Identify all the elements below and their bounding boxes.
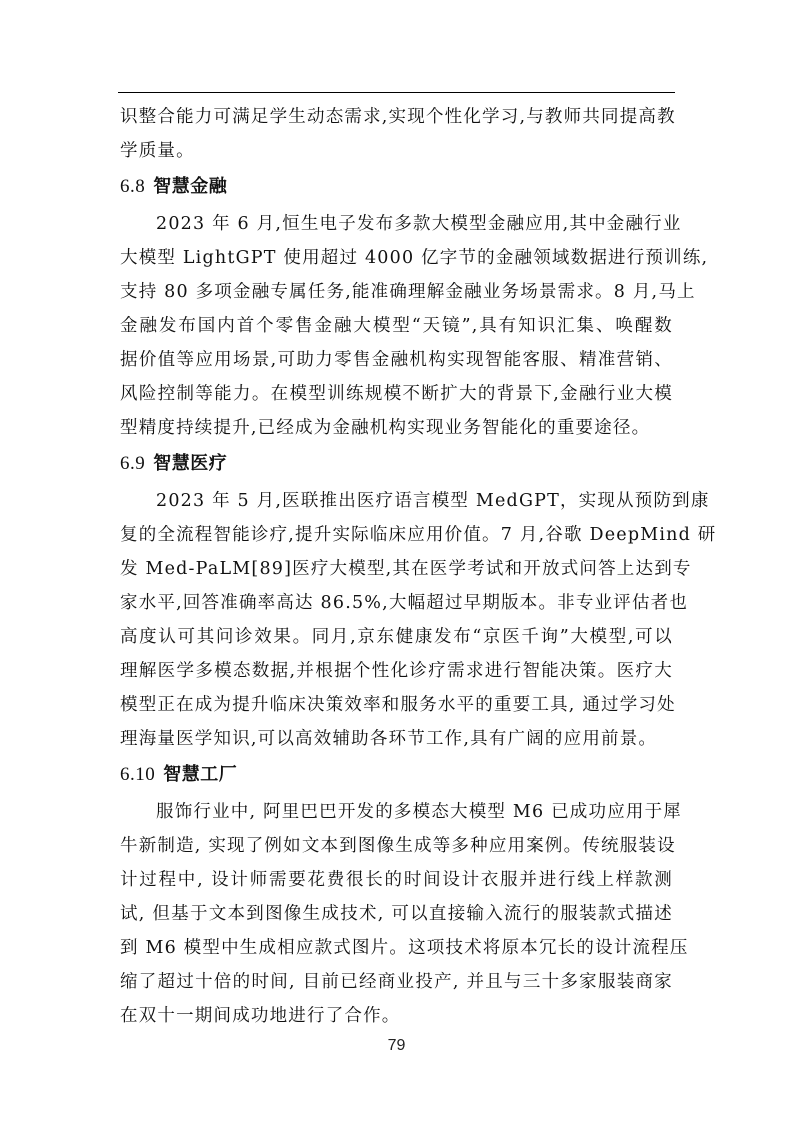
text-line: 缩了超过十倍的时间, 目前已经商业投产, 并且与三十多家服装商家 [120,972,673,992]
text-line: 支持 80 多项金融专属任务,能准确理解金融业务场景需求。8 月,马上 [120,282,696,302]
text-line: 高度认可其问诊效果。同月,京东健康发布“京医千询”大模型,可以 [120,627,673,647]
text-line: 牛新制造, 实现了例如文本到图像生成等多种应用案例。传统服装设 [120,836,676,856]
section-title: 智慧金融 [153,176,228,197]
text-line: 计过程中, 设计师需要花费很长的时间设计衣服并进行线上样款测 [120,870,673,890]
text-line: 理解医学多模态数据,并根据个性化诊疗需求进行智能决策。医疗大 [120,661,673,681]
text-line: 识整合能力可满足学生动态需求,实现个性化学习,与教师共同提高教 [120,107,676,127]
text-line: 金融发布国内首个零售金融大模型“天镜”,具有知识汇集、唤醒数 [120,316,673,336]
text-line: 家水平,回答准确率高达 86.5%,大幅超过早期版本。非专业评估者也 [120,593,689,613]
intro-paragraph [120,100,676,168]
section-number: 6.8 [120,176,146,197]
text-line: 复的全流程智能诊疗,提升实际临床应用价值。7 月,谷歌 DeepMind 研 [120,525,717,545]
text-line: 型精度持续提升,已经成为金融机构实现业务智能化的重要途径。 [120,418,651,438]
section-heading [120,446,673,484]
section-heading [120,169,673,207]
header-rule [118,92,675,93]
text-line: 2023 年 5 月,医联推出医疗语言模型 MedGPT，实现从预防到康 [156,491,710,511]
section-number: 6.10 [120,764,156,785]
text-line: 试, 但基于文本到图像生成技术, 可以直接输入流行的服装款式描述 [120,904,673,924]
section-title: 智慧工厂 [163,764,238,785]
text-line: 在双十一期间成功地进行了合作。 [120,1006,401,1026]
page-number: 79 [387,1037,406,1054]
page-body [120,100,717,1033]
text-line: 学质量。 [120,141,195,161]
text-line: 大模型 LightGPT 使用超过 4000 亿字节的金融领域数据进行预训练, [120,248,709,268]
section-number: 6.9 [120,453,146,474]
text-line: 理海量医学知识,可以高效辅助各环节工作,具有广阔的应用前景。 [120,729,658,749]
text-line: 到 M6 模型中生成相应款式图片。这项技术将原本冗长的设计流程压 [120,938,689,958]
section-smart-finance [120,169,709,445]
text-line: 据价值等应用场景,可助力零售金融机构实现智能客服、精准营销、 [120,350,673,370]
text-line: 发 Med-PaLM[89]医疗大模型,其在医学考试和开放式问答上达到专 [120,559,692,579]
section-smart-factory [120,757,689,1033]
text-line: 2023 年 6 月,恒生电子发布多款大模型金融应用,其中金融行业 [156,214,682,234]
text-line: 风险控制等能力。在模型训练规模不断扩大的背景下,金融行业大模 [120,384,673,404]
section-heading [120,757,673,795]
section-title: 智慧医疗 [153,453,228,474]
text-line: 服饰行业中, 阿里巴巴开发的多模态大模型 M6 已成功应用于犀 [156,802,683,822]
text-line: 模型正在成为提升临床决策效率和服务水平的重要工具, 通过学习处 [120,695,676,715]
section-smart-healthcare [120,446,717,756]
